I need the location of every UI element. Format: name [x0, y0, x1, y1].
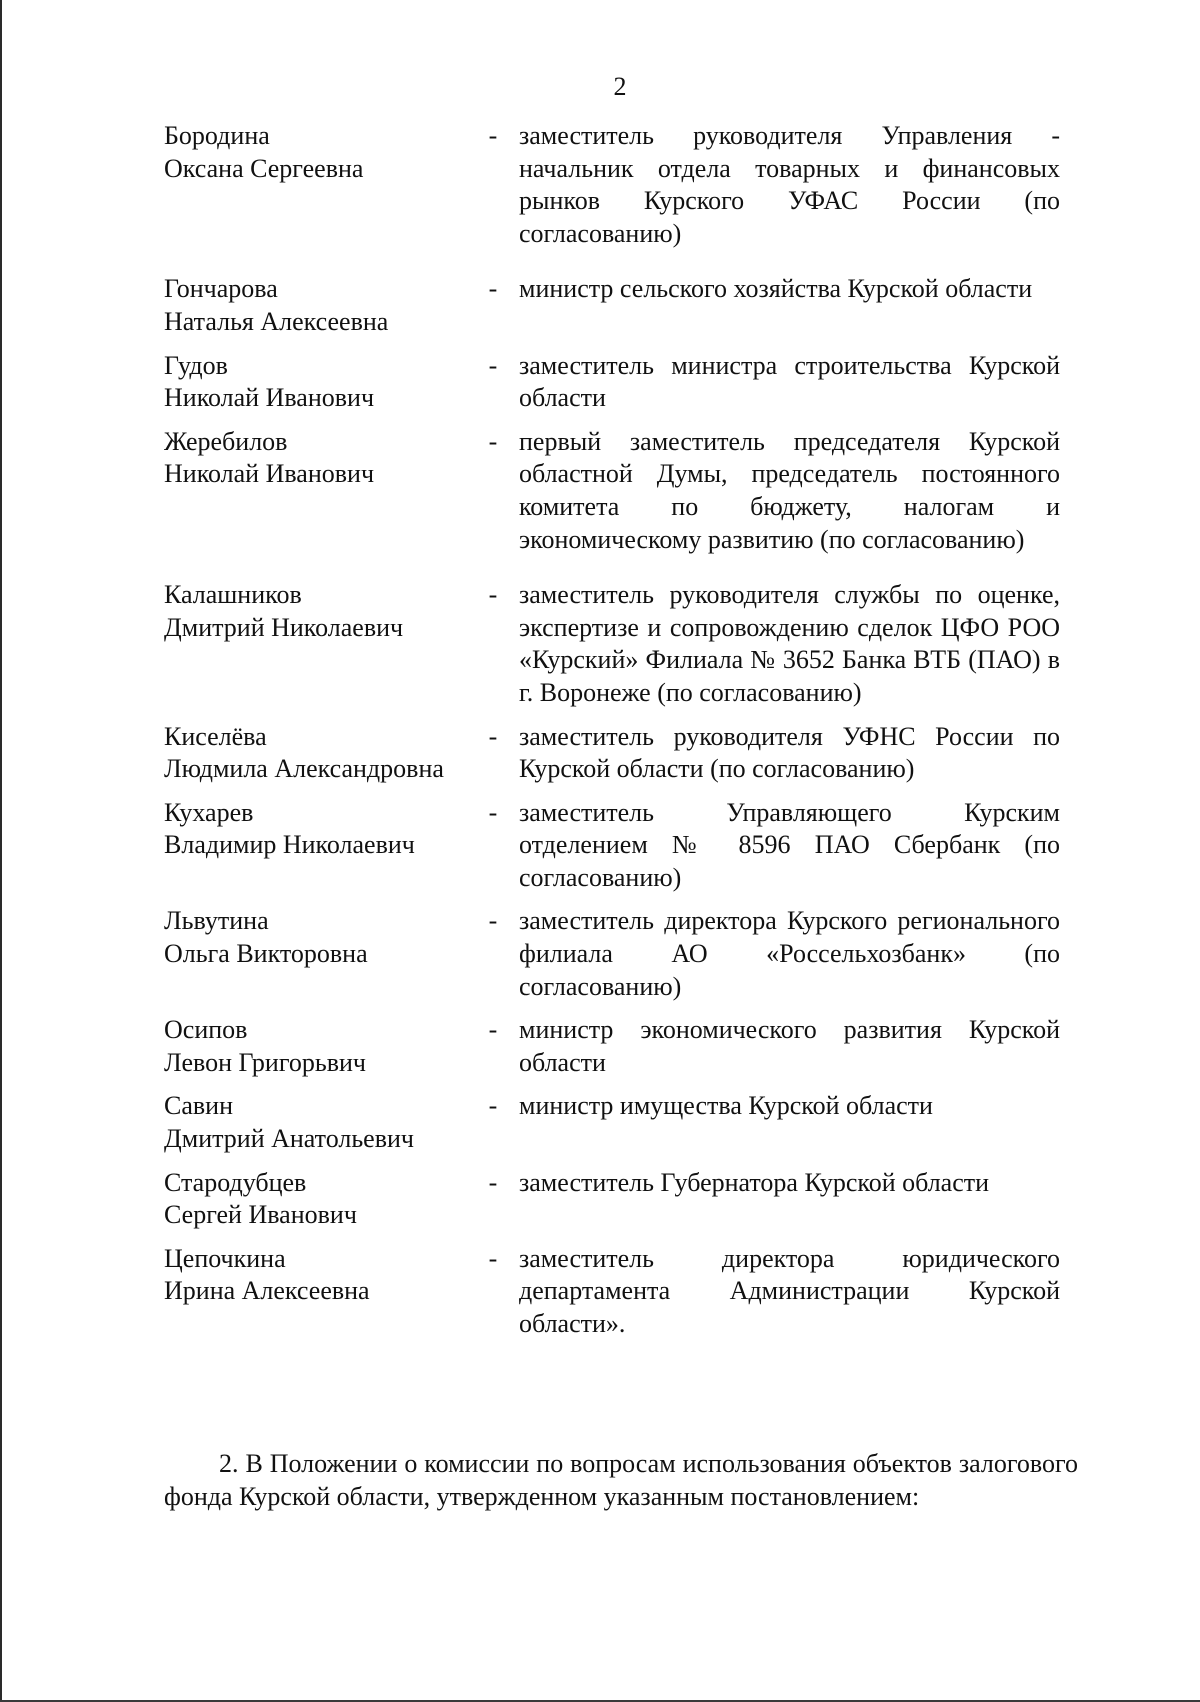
member-entry	[164, 797, 1060, 895]
member-surname: Львутина	[164, 906, 269, 936]
member-name	[164, 1243, 480, 1341]
member-surname: Цепочкина	[164, 1243, 286, 1273]
member-entry	[164, 1167, 1060, 1232]
member-given-names: Ирина Алексеевна	[164, 1276, 370, 1306]
commission-member-list	[164, 120, 1060, 1341]
member-position: заместитель руководителя службы по оценке, экспертизе и сопровождению сделок ЦФО РОО «Курский» Филиала № 3652 Банка ВТБ (ПАО) в г. Воронеже (по согласованию)	[519, 580, 1060, 707]
member-given-names: Ольга Викторовна	[164, 939, 368, 969]
separator-dash: -	[488, 1015, 498, 1045]
member-surname: Осипов	[164, 1015, 248, 1045]
member-surname: Савин	[164, 1091, 233, 1121]
separator-dash: -	[488, 1243, 498, 1273]
page-number: 2	[613, 72, 627, 101]
member-name	[164, 426, 480, 556]
separator-dash: -	[488, 350, 498, 380]
member-position: заместитель руководителя УФНС России по Курской области (по согласованию)	[519, 721, 1060, 784]
member-surname: Калашников	[164, 580, 302, 610]
member-entry	[164, 1090, 1060, 1155]
separator-dash: -	[488, 797, 498, 827]
separator-dash: -	[488, 121, 498, 150]
member-given-names: Владимир Николаевич	[164, 830, 415, 860]
member-name	[164, 273, 480, 338]
member-given-names: Левон Григорьвич	[164, 1047, 366, 1077]
member-position: министр имущества Курской области	[519, 1091, 933, 1121]
member-surname: Гудов	[164, 350, 228, 380]
member-entry	[164, 721, 1060, 786]
member-given-names: Оксана Сергеевна	[164, 153, 364, 183]
member-position: министр экономического развития Курской области	[519, 1015, 1060, 1077]
member-given-names: Николай Иванович	[164, 383, 375, 413]
member-given-names: Людмила Александровна	[164, 754, 444, 784]
member-given-names: Наталья Алексеевна	[164, 306, 389, 336]
member-name	[164, 1090, 480, 1155]
member-entry	[164, 350, 1060, 415]
member-entry	[164, 120, 1060, 250]
member-entry	[164, 1014, 1060, 1079]
member-name	[164, 1014, 480, 1079]
member-surname: Киселёва	[164, 721, 267, 751]
member-surname: Жеребилов	[164, 426, 288, 456]
member-entry	[164, 273, 1060, 338]
separator-dash: -	[488, 274, 498, 304]
member-name	[164, 1167, 480, 1232]
member-position: заместитель министра строительства Курской области	[519, 350, 1060, 413]
member-name	[164, 797, 480, 895]
separator-dash: -	[488, 426, 498, 456]
member-entry	[164, 1243, 1060, 1341]
member-given-names: Сергей Иванович	[164, 1200, 357, 1230]
scan-edge-left	[0, 0, 2, 1702]
member-given-names: Николай Иванович	[164, 459, 375, 489]
member-entry	[164, 426, 1060, 556]
member-surname: Бородина	[164, 121, 270, 150]
member-given-names: Дмитрий Анатольевич	[164, 1124, 414, 1154]
separator-dash: -	[488, 1167, 498, 1197]
member-entry	[164, 905, 1060, 1003]
member-given-names: Дмитрий Николаевич	[164, 612, 404, 642]
member-entry	[164, 579, 1060, 709]
member-position: заместитель руководителя Управления - начальник отдела товарных и финансовых рынков Курского УФАС России (по согласованию)	[519, 121, 1060, 248]
closing-paragraph: 2. В Положении о комиссии по вопросам использования объектов залогового фонда Курской области, утвержденном указанным постановлением:	[164, 1449, 1078, 1511]
separator-dash: -	[488, 906, 498, 936]
member-surname: Гончарова	[164, 274, 278, 304]
member-surname: Кухарев	[164, 797, 254, 827]
member-position: заместитель Губернатора Курской области	[519, 1167, 990, 1197]
member-name	[164, 905, 480, 1003]
member-name	[164, 350, 480, 415]
member-position: заместитель Управляющего Курским отделением № 8596 ПАО Сбербанк (по согласованию)	[519, 797, 1060, 892]
separator-dash: -	[488, 580, 498, 610]
member-position: заместитель директора Курского регионального филиала АО «Россельхозбанк» (по согласованию)	[519, 906, 1060, 1001]
separator-dash: -	[488, 721, 498, 751]
member-name	[164, 120, 480, 250]
member-position: первый заместитель председателя Курской областной Думы, председатель постоянного комитета по бюджету, налогам и экономическому развитию (по согласованию)	[519, 426, 1060, 554]
member-name	[164, 721, 480, 786]
member-position: министр сельского хозяйства Курской области	[519, 274, 1033, 304]
member-surname: Стародубцев	[164, 1167, 307, 1197]
separator-dash: -	[488, 1091, 498, 1121]
member-position: заместитель директора юридического департамента Администрации Курской области».	[519, 1243, 1060, 1338]
member-name	[164, 579, 480, 709]
